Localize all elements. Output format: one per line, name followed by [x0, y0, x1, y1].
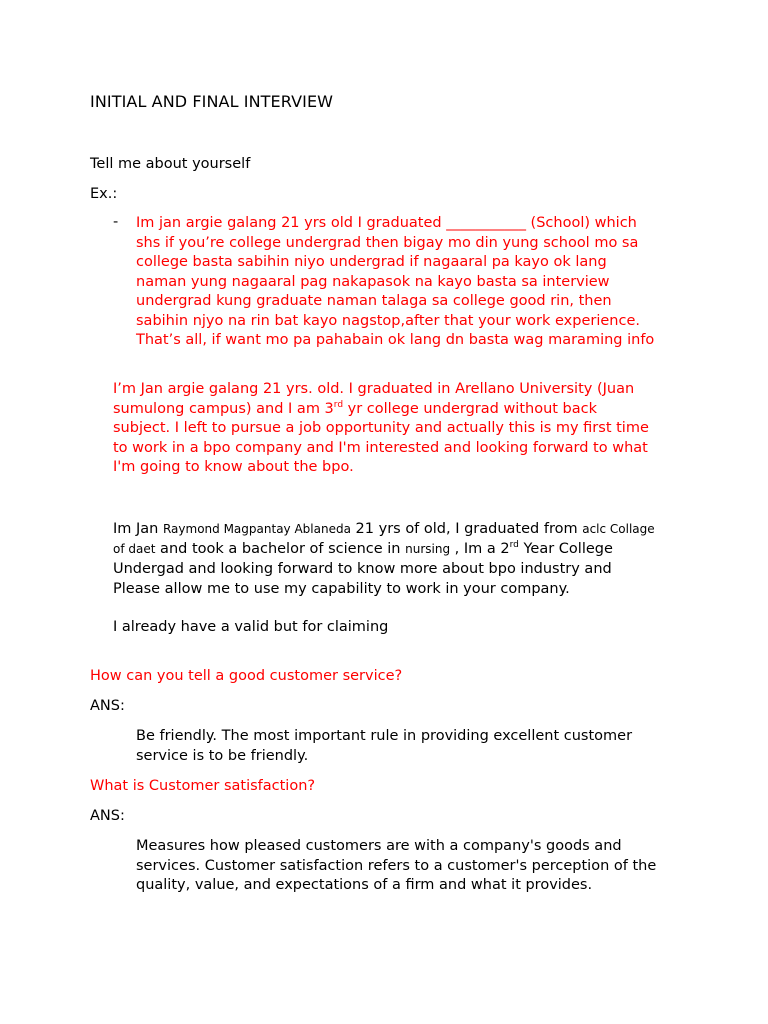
- example1-paragraph: [136, 214, 654, 351]
- example1-line: sabihin njyo na rin bat kayo nagstop,after that your work experience.: [136, 312, 640, 329]
- example1-line: undergrad kung graduate naman talaga sa college good rin, then: [136, 293, 612, 309]
- example1-line: college basta sabihin niyo undergrad if nagaaral pa kayo ok lang: [136, 254, 607, 270]
- example2-paragraph: [113, 380, 649, 478]
- answer-1-label: ANS:: [90, 698, 125, 714]
- example2-line: [113, 400, 649, 420]
- example1-line: That’s all, if want mo pa pahabain ok lang dn basta wag maraming info: [136, 332, 655, 348]
- answer-line: Measures how pleased customers are with a company's goods and: [136, 838, 622, 854]
- answer-line: service is to be friendly.: [136, 747, 309, 764]
- example3-note: I already have a valid but for claiming: [113, 619, 389, 635]
- bullet-dash-icon: -: [113, 214, 119, 230]
- answer-line: quality, value, and expectations of a firm and what it provides.: [136, 877, 593, 893]
- example3-school: aclc Collage: [582, 522, 655, 536]
- example2-line: I'm going to know about the bpo.: [113, 459, 354, 475]
- example3-line: Please allow me to use my capability to work in your company.: [113, 581, 570, 597]
- answer-1-text: [136, 727, 632, 766]
- example3-line: [113, 519, 655, 539]
- example3-paragraph: [113, 519, 655, 599]
- example-label: Ex.:: [90, 186, 118, 202]
- prompt-text: Tell me about yourself: [90, 156, 251, 172]
- example3-course: nursing: [405, 542, 451, 556]
- example2-line: subject. I left to pursue a job opportunity and actually this is my first time: [113, 420, 649, 436]
- example2-text: sumulong campus) and I am 3: [113, 400, 334, 417]
- answer-2-label: ANS:: [90, 808, 125, 824]
- answer-line: Be friendly. The most important rule in providing excellent customer: [136, 728, 633, 744]
- answer-2-text: [136, 837, 656, 896]
- example3-text: 21 yrs of old, I graduated from: [350, 521, 583, 537]
- example2-line: I’m Jan argie galang 21 yrs. old. I graduated in Arellano University (Juan: [113, 381, 635, 397]
- example2-line: to work in a bpo company and I'm interested and looking forward to what: [113, 439, 648, 456]
- example3-text: , Im a 2: [450, 541, 510, 557]
- example2-text: yr college undergrad without back: [343, 400, 598, 417]
- example1-line: naman yung nagaaral pag nakapasok na kayo basta sa interview: [136, 273, 610, 290]
- ordinal-suffix: rd: [509, 540, 519, 551]
- example3-text: Year College: [518, 541, 613, 557]
- example3-school: of daet: [113, 542, 156, 556]
- example3-text: and took a bachelor of science in: [155, 541, 406, 557]
- question-2: What is Customer satisfaction?: [90, 778, 316, 794]
- page-title: INITIAL AND FINAL INTERVIEW: [90, 92, 334, 111]
- example1-line: shs if you’re college undergrad then bigay mo din yung school mo sa: [136, 234, 639, 251]
- example3-name: Raymond Magpantay Ablaneda: [162, 522, 351, 536]
- ordinal-suffix: rd: [333, 399, 344, 410]
- example3-text: Im Jan: [113, 521, 163, 537]
- question-1: How can you tell a good customer service?: [90, 668, 403, 684]
- answer-line: services. Customer satisfaction refers to a customer's perception of the: [136, 857, 657, 874]
- example1-line: Im jan argie galang 21 yrs old I graduated ___________ (School) which: [136, 215, 637, 231]
- example3-line: Undergad and looking forward to know more about bpo industry and: [113, 561, 612, 577]
- example3-line: [113, 539, 655, 559]
